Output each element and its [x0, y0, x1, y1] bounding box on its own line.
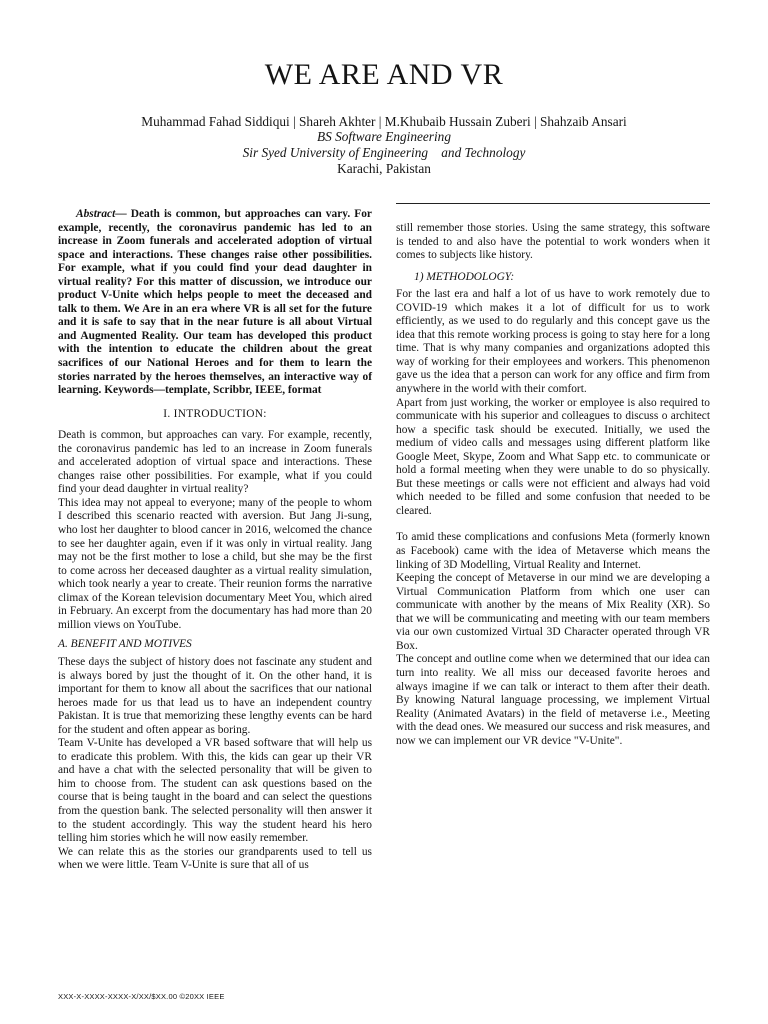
section-heading-introduction: I. INTRODUCTION:	[163, 407, 267, 420]
metaverse-paragraph: The concept and outline come when we determined that our idea can turn into reality. We all miss our deceased favorite heroes and always imagine if we can talk or interact to them after their death. By knowing Natural language processing, we implement Virtual Reality (Animated Avatars) in the field of metaverse i.e., Meeting with the dead ones. We measured our success and risk measures, and now we can implement our VR device "V-Unite".	[396, 653, 710, 747]
metaverse-paragraph: To amid these complications and confusions Meta (formerly known as Facebook) came with the idea of Metaverse which means the linking of 3D Modelling, Virtual Reality and Internet.	[396, 531, 710, 571]
methodology-paragraph: Apart from just working, the worker or employee is also required to communicate with his superior and colleagues to discuss o architect how a specific task should be executed. Initially, we used the medium of video calls and messages using different platform like Google Meet, Skype, Zoom and What Sapp etc. to communicate or hold a formal meeting when they were unable to do so physically. But these meetings or calls were not efficient and always had void which needed to be filled and some confusion that needed to be cleared.	[396, 396, 710, 517]
author-list: Muhammad Fahad Siddiqui | Shareh Akhter | M.Khubaib Hussain Zuberi | Shahzaib Ansari	[141, 114, 627, 129]
benefits-paragraph: These days the subject of history does not fascinate any student and is always bored by just the thought of it. On the other hand, it is important for them to know all about the sacrifices that our national heroes made for us that lead us to have an independent country Pakistan. It is true that memorizing these lengthy events can be hard for the student and often appear as boring.	[58, 655, 372, 736]
abstract	[58, 208, 372, 398]
affiliation-department: BS Software Engineering	[317, 129, 451, 144]
paper-title: WE ARE AND VR	[264, 58, 504, 91]
subsection-heading-benefits: A. BENEFIT AND MOTIVES	[58, 638, 192, 651]
paragraph-gap	[396, 518, 710, 531]
subsubsection-heading-methodology: 1) METHODOLOGY:	[414, 270, 515, 283]
column-divider-rule	[396, 203, 710, 204]
benefits-paragraph: We can relate this as the stories our grandparents used to tell us when we were little. Team V-Unite is sure that all of us	[58, 845, 372, 872]
right-column	[396, 222, 710, 748]
benefits-paragraph: Team V-Unite has developed a VR based software that will help us to eradicate this problem. With this, the kids can gear up their VR and have a chat with the selected personality that will be given to him to choose from. The student can ask questions based on the course that is being taught in the board and can select the questions from the question bank. The selected personality will then answer it to the student accordingly. This way the student heard his hero telling him stories which he will now easily remember.	[58, 737, 372, 845]
metaverse-paragraph: Keeping the concept of Metaverse in our mind we are developing a Virtual Communication Platform from which one user can communicate with another by the means of Mix Reality (XR). So that we will be communicating and meeting with our team members via our own customized Virtual 3D Character operated through VR Box.	[396, 572, 710, 652]
affiliation-university: Sir Syed University of Engineering and Technology	[242, 145, 526, 160]
affiliation-location: Karachi, Pakistan	[337, 161, 431, 176]
abstract-text: — Death is common, but approaches can vary. For example, recently, the coronavirus pandemic has led to an increase in Zoom funerals and accelerated adoption of virtual space and interactions. These changes raise other possibilities. For example, what if you could find your dead daughter in virtual reality? For this matter of discussion, we introduce our product V-Unite which helps people to meet the deceased and talk to them. We Are in an era where VR is all set for the future and it is safe to say that in the near future is all about Virtual and Augmented Reality. Our team has developed this product with the intention to educate the children about the great sacrifices of our National Heroes and for them to learn the stories narrated by the heroes themselves, an interactive way of learning. Keywords—template, Scribbr, IEEE, format	[58, 208, 372, 397]
copyright-footer: XXX-X-XXXX-XXXX-X/XX/$XX.00 ©20XX IEEE	[58, 992, 225, 1001]
intro-paragraph: Death is common, but approaches can vary. For example, recently, the coronavirus pandemic has led to an increase in Zoom funerals and accelerated adoption of virtual space and interactions. These changes raise other possibilities. For example, what if you could find your dead daughter in virtual reality?	[58, 429, 372, 496]
continuation-paragraph: still remember those stories. Using the same strategy, this software is tended to and also have the potential to work wonders when it comes to subjects like history.	[396, 222, 710, 262]
abstract-label: Abstract	[76, 208, 116, 220]
intro-paragraph: This idea may not appeal to everyone; many of the people to whom I described this scenario reacted with aversion. But Jang Ji-sung, who lost her daughter to blood cancer in 2016, welcomed the chance to see her daughter again, even if it was only in virtual reality. Jang may not be the first mother to lose a child, but she may be the first to come across her deceased daughter as a virtual reality simulation, which took nearly a year to create. Their reunion forms the narrative climax of the Korean television documentary Meet You, which aired in February. An excerpt from the documentary has had more than 20 million views on YouTube.	[58, 496, 372, 631]
methodology-paragraph: For the last era and half a lot of us have to work remotely due to COVID-19 which makes it a lot of difficult for us to work efficiently, as we used to do regularly and this concept gave us the idea that this remote working process is going to stay here for a long time. That is why many companies and organizations adopted this way of working for their employees and workers. This phenomenon gave us the idea that a person can work for any office and firm from anywhere in the world with their comfort.	[396, 288, 710, 396]
left-column	[58, 208, 372, 873]
